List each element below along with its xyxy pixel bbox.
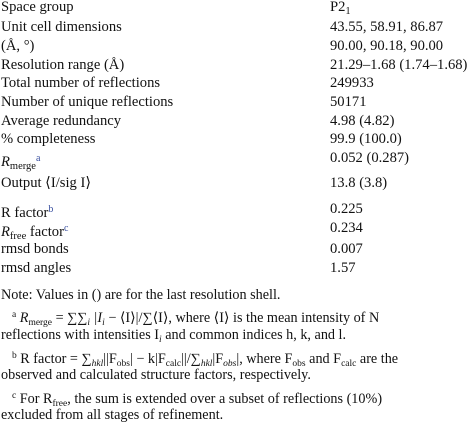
footnote-link-c[interactable]: c [63,223,69,234]
row-label: Resolution range (Å) [1,57,125,73]
footnote-link-a[interactable]: a [35,153,41,164]
table-row-rfree [0,218,474,242]
row-value: 0.007 [330,241,363,257]
row-value: 249933 [330,75,374,91]
footnote-b: $^b$ R factor = $\sum_{hkl}||F_{obs}| - k|F_{calc}||/\sum_{hkl}|F_{obs}|$, where $F_{obs}$ and $F_{calc}$ are the [12,351,399,369]
row-value: 0.052 (0.287) [330,150,410,166]
note-intro: Note: Values in () are for the last resolution shell. [1,287,281,303]
row-label: Unit cell dimensions [1,19,122,35]
row-label: $R_{free}$ factor$^c$ [1,223,69,242]
table-row-output-i-sig [0,173,474,194]
row-value: 99.9 (100.0) [330,131,402,147]
row-value: 1.57 [330,260,356,276]
footnote-c-cont: excluded from all stages of refinement. [1,407,224,423]
row-value: 13.8 (3.8) [330,175,388,191]
table-row-rmsd-angles [0,258,474,279]
row-label: rmsd bonds [1,241,69,257]
row-label: Output ⟨I/sig I⟩ [1,175,92,191]
row-value: 21.29–1.68 (1.74–1.68) [330,57,468,73]
row-value: 0.234 [330,220,363,236]
row-label: (Å, °) [1,38,35,54]
row-value: 4.98 (4.82) [330,113,395,129]
footnote-b-cont: observed and calculated structure factors, respectively. [1,367,311,383]
table-row-r-factor [0,199,474,220]
table-row-rmsd-bonds [0,239,474,260]
row-label: R factor$^b$ [1,204,54,221]
footnote-a: $^a$ $R_{merge} = \sum\sum_i$ $|I_i$ − ⟨I⟩|/∑⟨I⟩, where ⟨I⟩ is the mean intensity of N [12,310,380,328]
table-row-units [0,36,474,57]
table-row-total-reflections [0,73,474,94]
row-label: Total number of reflections [1,75,161,91]
row-label: rmsd angles [1,260,72,276]
row-label: Space group [1,0,74,15]
row-label: % completeness [1,131,96,147]
table-row-space-group [0,0,474,18]
table-row-completeness [0,129,474,150]
footnote-a-cont: reflections with intensities $I_i$ and common indices h, k, and l. [1,327,347,345]
footnote-link-b[interactable]: b [48,204,54,215]
row-value: 50171 [330,94,367,110]
row-value: 43.55, 58.91, 86.87 [330,19,444,35]
row-label: Number of unique reflections [1,94,174,110]
table-row-unit-cell [0,17,474,38]
row-label: Average redundancy [1,113,122,129]
row-value: 90.00, 90.18, 90.00 [330,38,444,54]
footnote-c: $^c$ For $R_{free}$, the sum is extended over a subset of reflections (10%) [12,391,383,409]
table-row-unique-reflections [0,92,474,113]
row-value: 0.225 [330,201,363,217]
table-row-rmerge [0,148,474,172]
row-value: $P2_1$ [330,0,351,17]
row-label: $R_{merge}^a$ [1,153,41,172]
